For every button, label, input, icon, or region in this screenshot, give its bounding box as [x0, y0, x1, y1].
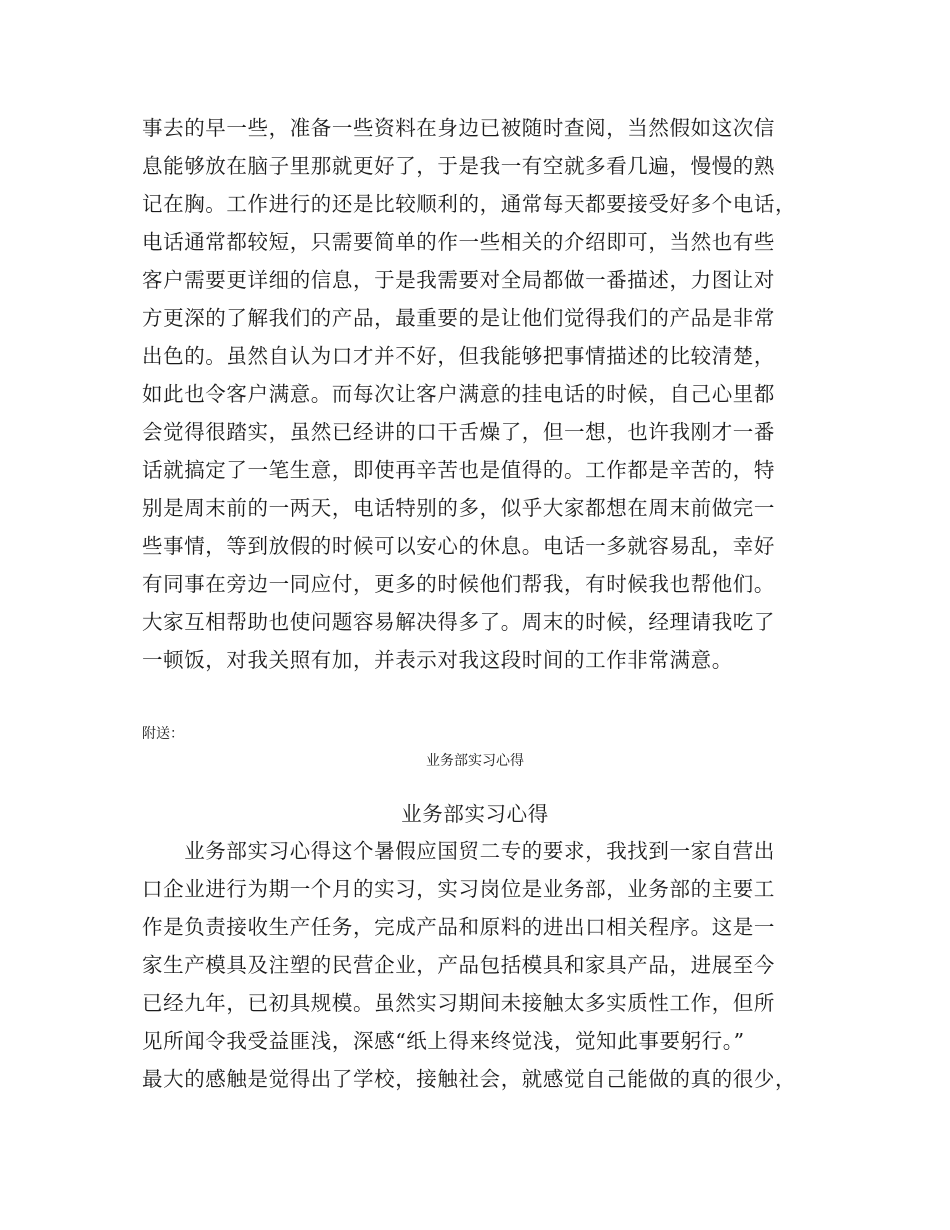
paragraph-line: 些事情，等到放假的时候可以安心的休息。电话一多就容易乱，幸好: [142, 534, 775, 558]
paragraph-line: 出色的。虽然自认为口才并不好，但我能够把事情描述的比较清楚，: [142, 344, 775, 368]
paragraph-line: 别是周末前的一两天，电话特别的多，似乎大家都想在周末前做完一: [142, 496, 775, 520]
paragraph-line: 方更深的了解我们的产品，最重要的是让他们觉得我们的产品是非常: [142, 306, 775, 330]
paragraph-line: 业务部实习心得这个暑假应国贸二专的要求，我找到一家自营出: [142, 839, 775, 863]
paragraph-line: 一顿饭，对我关照有加，并表示对我这段时间的工作非常满意。: [142, 648, 733, 672]
section-title: 业务部实习心得: [401, 802, 549, 826]
paragraph-line: 有同事在旁边一同应付，更多的时候他们帮我，有时候我也帮他们。: [142, 572, 775, 596]
attachment-label: 附送：: [142, 726, 184, 742]
paragraph-line: 记在胸。工作进行的还是比较顺利的，通常每天都要接受好多个电话，: [142, 192, 797, 216]
paragraph-line: 电话通常都较短，只需要简单的作一些相关的介绍即可，当然也有些: [142, 230, 775, 254]
paragraph-line: 话就搞定了一笔生意，即使再辛苦也是值得的。工作都是辛苦的，特: [142, 458, 775, 482]
paragraph-line: 见所闻令我受益匪浅，深感“纸上得来终觉浅，觉知此事要躬行。”: [142, 1029, 745, 1053]
paragraph-line: 客户需要更详细的信息，于是我需要对全局都做一番描述，力图让对: [142, 268, 775, 292]
paragraph-line: 作是负责接收生产任务，完成产品和原料的进出口相关程序。这是一: [142, 915, 775, 939]
paragraph-line: 家生产模具及注塑的民营企业，产品包括模具和家具产品，进展至今: [142, 953, 775, 977]
paragraph-line: 事去的早一些，准备一些资料在身边已被随时查阅，当然假如这次信: [142, 116, 775, 140]
paragraph-line: 最大的感触是觉得出了学校，接触社会，就感觉自己能做的真的很少，: [142, 1067, 797, 1091]
paragraph-line: 大家互相帮助也使问题容易解决得多了。周末的时候，经理请我吃了: [142, 610, 775, 634]
paragraph-line: 会觉得很踏实，虽然已经讲的口干舌燥了，但一想，也许我刚才一番: [142, 420, 775, 444]
paragraph-line: 已经九年，已初具规模。虽然实习期间未接触太多实质性工作，但所: [142, 991, 775, 1015]
paragraph-line: 如此也令客户满意。而每次让客户满意的挂电话的时候，自己心里都: [142, 382, 775, 406]
paragraph-line: 息能够放在脑子里那就更好了，于是我一有空就多看几遍，慢慢的熟: [142, 154, 775, 178]
paragraph-line: 口企业进行为期一个月的实习，实习岗位是业务部，业务部的主要工: [142, 877, 775, 901]
attachment-title: 业务部实习心得: [426, 753, 524, 769]
